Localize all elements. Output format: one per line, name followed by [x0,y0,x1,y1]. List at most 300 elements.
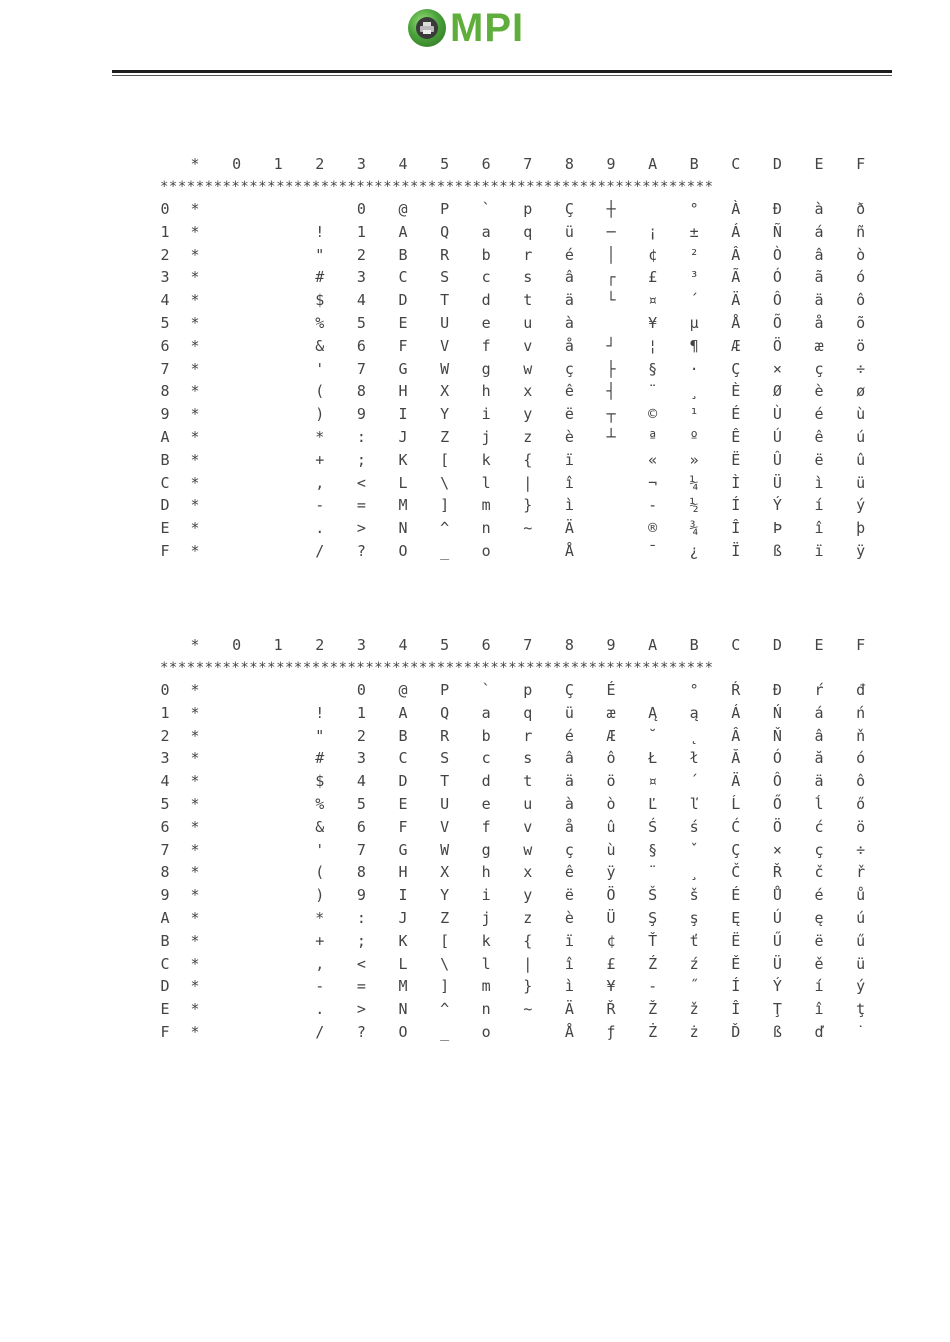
char-cell: æ [814,336,824,355]
column-header: 7 [523,155,533,173]
char-cell: * [190,314,200,332]
column-header: C [731,155,741,173]
char-cell: ˙ [856,1023,866,1041]
char-cell: ´ [689,291,699,310]
char-cell: ś [689,817,699,836]
char-cell: * [190,268,200,287]
char-cell: } [523,977,533,996]
char-cell: ê [564,863,574,882]
char-cell: ý [856,496,866,515]
char-cell: Þ [772,519,782,538]
char-cell: U [440,314,450,332]
char-cell: î [564,473,574,492]
star-separator: ************************************************************** [160,179,714,195]
char-cell: è [564,909,574,927]
char-cell: ö [856,817,866,836]
char-cell: & [315,817,325,836]
row-label: 9 [160,886,170,905]
char-cell: Z [440,428,450,446]
char-cell: ô [856,291,866,310]
char-cell: ¡ [648,222,658,241]
char-cell: ┤ [606,382,616,401]
char-cell: j [481,428,491,446]
char-cell: . [315,519,325,538]
char-cell: Ś [648,817,658,836]
char-cell: ) [315,405,325,424]
char-cell: 2 [356,726,366,745]
char-cell: Ź [648,954,658,973]
char-cell: Ø [772,382,782,401]
row-label: E [160,1000,170,1019]
char-cell: I [398,886,408,905]
char-cell: ƒ [606,1023,616,1041]
char-cell: å [564,336,574,355]
char-cell: Đ [772,200,782,218]
char-cell: Å [564,1023,574,1041]
char-cell: Â [731,726,741,745]
char-cell: _ [440,1023,450,1041]
char-cell: ì [814,473,824,492]
char-cell: ² [689,245,699,264]
char-cell: # [315,268,325,287]
row-label: 7 [160,840,170,859]
char-cell: £ [648,268,658,287]
header-rule [112,70,892,73]
char-cell: S [440,268,450,287]
char-cell: Ő [772,795,782,813]
row-label: 2 [160,726,170,745]
column-header: 5 [440,155,450,173]
char-cell: ě [814,954,824,973]
char-cell: : [356,428,366,446]
char-cell: È [731,382,741,401]
char-cell: µ [689,314,699,332]
char-cell: ĺ [814,795,824,813]
char-cell: ¸ [689,382,699,401]
column-header: 2 [315,636,325,654]
row-label: D [160,496,170,515]
column-header: B [689,636,699,654]
char-cell: ľ [689,795,699,813]
column-header: 7 [523,636,533,654]
char-cell: u [523,314,533,332]
char-cell: Â [731,245,741,264]
char-cell: 0 [356,200,366,218]
char-cell: ¿ [689,542,699,560]
char-cell: " [315,726,325,745]
char-cell: l [481,954,491,973]
char-cell: ─ [606,222,616,241]
char-cell: │ [606,245,616,264]
char-cell: _ [440,542,450,560]
char-cell: b [481,245,491,264]
char-cell: Ç [731,359,741,378]
char-cell: $ [315,291,325,310]
char-cell: ú [856,909,866,927]
char-cell: ţ [856,1000,866,1019]
char-cell: ń [856,703,866,722]
column-header: 9 [606,155,616,173]
char-cell: ├ [606,359,616,378]
char-cell: O [398,1023,408,1041]
char-cell: Y [440,886,450,905]
char-cell: ż [689,1023,699,1041]
char-cell: R [440,245,450,264]
char-cell: ç [564,359,574,378]
char-cell: " [315,245,325,264]
char-cell: à [564,314,574,332]
char-cell: À [731,200,741,218]
char-cell: H [398,382,408,401]
char-cell: ® [648,519,658,538]
char-cell: G [398,840,408,859]
char-cell: Ü [772,954,782,973]
char-cell: ^ [440,1000,450,1019]
char-cell: Ţ [772,1000,782,1019]
char-cell: Ä [564,519,574,538]
char-cell: * [190,909,200,927]
char-cell: ó [856,749,866,768]
char-cell: 3 [356,749,366,768]
char-cell: M [398,977,408,996]
row-label: 8 [160,382,170,401]
char-cell: e [481,795,491,813]
char-cell: ì [564,977,574,996]
column-header: 2 [315,155,325,173]
column-header: * [190,636,200,654]
char-cell: ú [856,428,866,446]
char-cell: * [190,840,200,859]
char-cell: ' [315,840,325,859]
char-cell: Ż [648,1023,658,1041]
charset-table-2 [155,634,870,1054]
char-cell: è [814,382,824,401]
char-cell: └ [606,291,616,310]
char-cell: B [398,726,408,745]
char-cell: ï [564,450,574,469]
char-cell: û [606,817,616,836]
char-cell: V [440,817,450,836]
char-cell: R [440,726,450,745]
char-cell: c [481,268,491,287]
column-header: D [772,155,782,173]
logo-text: MPI [450,6,525,50]
char-cell: Ö [772,336,782,355]
row-label: 5 [160,795,170,813]
char-cell: = [356,977,366,996]
char-cell: ç [564,840,574,859]
mpi-logo [408,8,524,48]
char-cell: * [190,405,200,424]
char-cell: × [772,359,782,378]
char-cell: Ý [772,977,782,996]
char-cell: Ò [772,245,782,264]
char-cell: - [648,977,658,996]
char-cell: 6 [356,336,366,355]
char-cell: * [190,749,200,768]
char-cell: Ö [606,886,616,905]
char-cell: ; [356,931,366,950]
char-cell: 3 [356,268,366,287]
char-cell: * [190,450,200,469]
char-cell: £ [606,954,616,973]
char-cell: 4 [356,772,366,791]
char-cell: ì [564,496,574,515]
char-cell: C [398,268,408,287]
char-cell: I [398,405,408,424]
printer-icon [408,9,446,47]
char-cell: ë [564,405,574,424]
char-cell: s [523,749,533,768]
char-cell: é [564,726,574,745]
char-cell: ï [564,931,574,950]
char-cell: . [315,1000,325,1019]
char-cell: - [315,496,325,515]
char-cell: Ř [772,863,782,882]
char-cell: d [481,291,491,310]
row-label: C [160,954,170,973]
char-cell: 6 [356,817,366,836]
char-cell: + [315,450,325,469]
char-cell: ç [814,840,824,859]
char-cell: æ [606,703,616,722]
char-cell: ^ [440,519,450,538]
char-cell: T [440,291,450,310]
char-cell: ˝ [689,977,699,996]
char-cell: * [190,473,200,492]
char-cell: N [398,519,408,538]
char-cell: i [481,405,491,424]
char-cell: ñ [856,222,866,241]
char-cell: ÷ [856,840,866,859]
char-cell: ¨ [648,863,658,882]
char-cell: ¥ [648,314,658,332]
column-header: 8 [564,155,574,173]
char-cell: ± [689,222,699,241]
char-cell: â [814,245,824,264]
char-cell: ' [315,359,325,378]
char-cell: ` [481,681,491,699]
char-cell: Ň [772,726,782,745]
char-cell: þ [856,519,866,538]
char-cell: > [356,1000,366,1019]
char-cell: * [190,772,200,791]
char-cell: * [190,886,200,905]
char-cell: B [398,245,408,264]
char-cell: ŕ [814,681,824,699]
char-cell: Á [731,703,741,722]
column-header: A [648,636,658,654]
char-cell: ä [814,772,824,791]
char-cell: C [398,749,408,768]
row-label: 3 [160,268,170,287]
char-cell: ! [315,703,325,722]
char-cell: Č [731,863,741,882]
char-cell: f [481,817,491,836]
char-cell: Ó [772,749,782,768]
char-cell: ] [440,496,450,515]
char-cell: * [190,496,200,515]
char-cell: Å [731,314,741,332]
char-cell: ( [315,863,325,882]
char-cell: ! [315,222,325,241]
char-cell: * [190,542,200,560]
char-cell: Ă [731,749,741,768]
char-cell: r [523,245,533,264]
char-cell: ü [564,222,574,241]
row-label: 0 [160,200,170,218]
char-cell: d [481,772,491,791]
row-label: 5 [160,314,170,332]
char-cell: m [481,977,491,996]
char-cell: ä [564,291,574,310]
char-cell: Ą [648,703,658,722]
char-cell: i [481,886,491,905]
char-cell: Q [440,703,450,722]
charset-table-1 [155,153,870,573]
char-cell: 8 [356,863,366,882]
char-cell: ´ [689,772,699,791]
char-cell: u [523,795,533,813]
char-cell: Ú [772,909,782,927]
column-header: E [814,636,824,654]
char-cell: V [440,336,450,355]
char-cell: ¦ [648,336,658,355]
char-cell: L [398,954,408,973]
char-cell: ( [315,382,325,401]
char-cell: Ř [606,1000,616,1019]
row-label: F [160,1023,170,1041]
char-cell: É [731,405,741,424]
char-cell: * [190,245,200,264]
char-cell: v [523,336,533,355]
char-cell: A [398,222,408,241]
char-cell: × [772,840,782,859]
column-header: 3 [356,636,366,654]
char-cell: ³ [689,268,699,287]
char-cell: * [190,222,200,241]
char-cell: ë [564,886,574,905]
char-cell: Å [564,542,574,560]
char-cell: y [523,405,533,424]
column-header: 6 [481,636,491,654]
char-cell: = [356,496,366,515]
char-cell: W [440,840,450,859]
row-label: B [160,450,170,469]
char-cell: ¤ [648,291,658,310]
char-cell: ø [856,382,866,401]
char-cell: | [523,473,533,492]
char-cell: K [398,450,408,469]
char-cell: ° [689,681,699,699]
char-cell: Ę [731,909,741,927]
char-cell: F [398,336,408,355]
char-cell: ~ [523,519,533,538]
char-cell: 9 [356,405,366,424]
char-cell: ß [772,542,782,560]
char-cell: > [356,519,366,538]
char-cell: H [398,863,408,882]
char-cell: ° [689,200,699,218]
char-cell: * [190,931,200,950]
char-cell: î [564,954,574,973]
char-cell: Ê [731,428,741,446]
char-cell: í [814,496,824,515]
char-cell: 7 [356,840,366,859]
char-cell: x [523,863,533,882]
char-cell: / [315,542,325,560]
row-label: 6 [160,336,170,355]
column-header: 1 [273,636,283,654]
char-cell: w [523,840,533,859]
char-cell: f [481,336,491,355]
char-cell: q [523,222,533,241]
char-cell: P [440,200,450,218]
char-cell: ð [856,200,866,218]
char-cell: ¢ [606,931,616,950]
char-cell: ã [814,268,824,287]
char-cell: é [564,245,574,264]
char-cell: ù [856,405,866,424]
char-cell: * [190,200,200,218]
char-cell: Ĺ [731,795,741,813]
char-cell: § [648,359,658,378]
row-label: A [160,909,170,927]
char-cell: Š [648,886,658,905]
column-header: F [856,155,866,173]
char-cell: a [481,703,491,722]
char-cell: v [523,817,533,836]
char-cell: z [523,428,533,446]
char-cell: § [648,840,658,859]
char-cell: é [814,405,824,424]
char-cell: Ä [564,1000,574,1019]
char-cell: ¼ [689,473,699,492]
char-cell: # [315,749,325,768]
char-cell: Í [731,977,741,996]
char-cell: ˘ [648,726,658,745]
char-cell: ┼ [606,200,616,218]
char-cell: T [440,772,450,791]
char-cell: * [190,703,200,722]
char-cell: * [190,795,200,813]
char-cell: ű [856,931,866,950]
char-cell: ô [606,749,616,768]
char-cell: Ã [731,268,741,287]
char-cell: ö [606,772,616,791]
char-cell: Ć [731,817,741,836]
char-cell: g [481,840,491,859]
char-cell: á [814,703,824,722]
row-label: 3 [160,749,170,768]
column-header: F [856,636,866,654]
char-cell: 1 [356,222,366,241]
char-cell: Ď [731,1023,741,1041]
row-label: E [160,519,170,538]
row-label: B [160,931,170,950]
char-cell: ď [814,1023,824,1041]
char-cell: Ş [648,909,658,927]
char-cell: * [315,428,325,446]
column-header: 3 [356,155,366,173]
char-cell: ¥ [606,977,616,996]
char-cell: ž [689,1000,699,1019]
char-cell: é [814,886,824,905]
char-cell: X [440,382,450,401]
char-cell: U [440,795,450,813]
char-cell: ý [856,977,866,996]
char-cell: Ž [648,1000,658,1019]
